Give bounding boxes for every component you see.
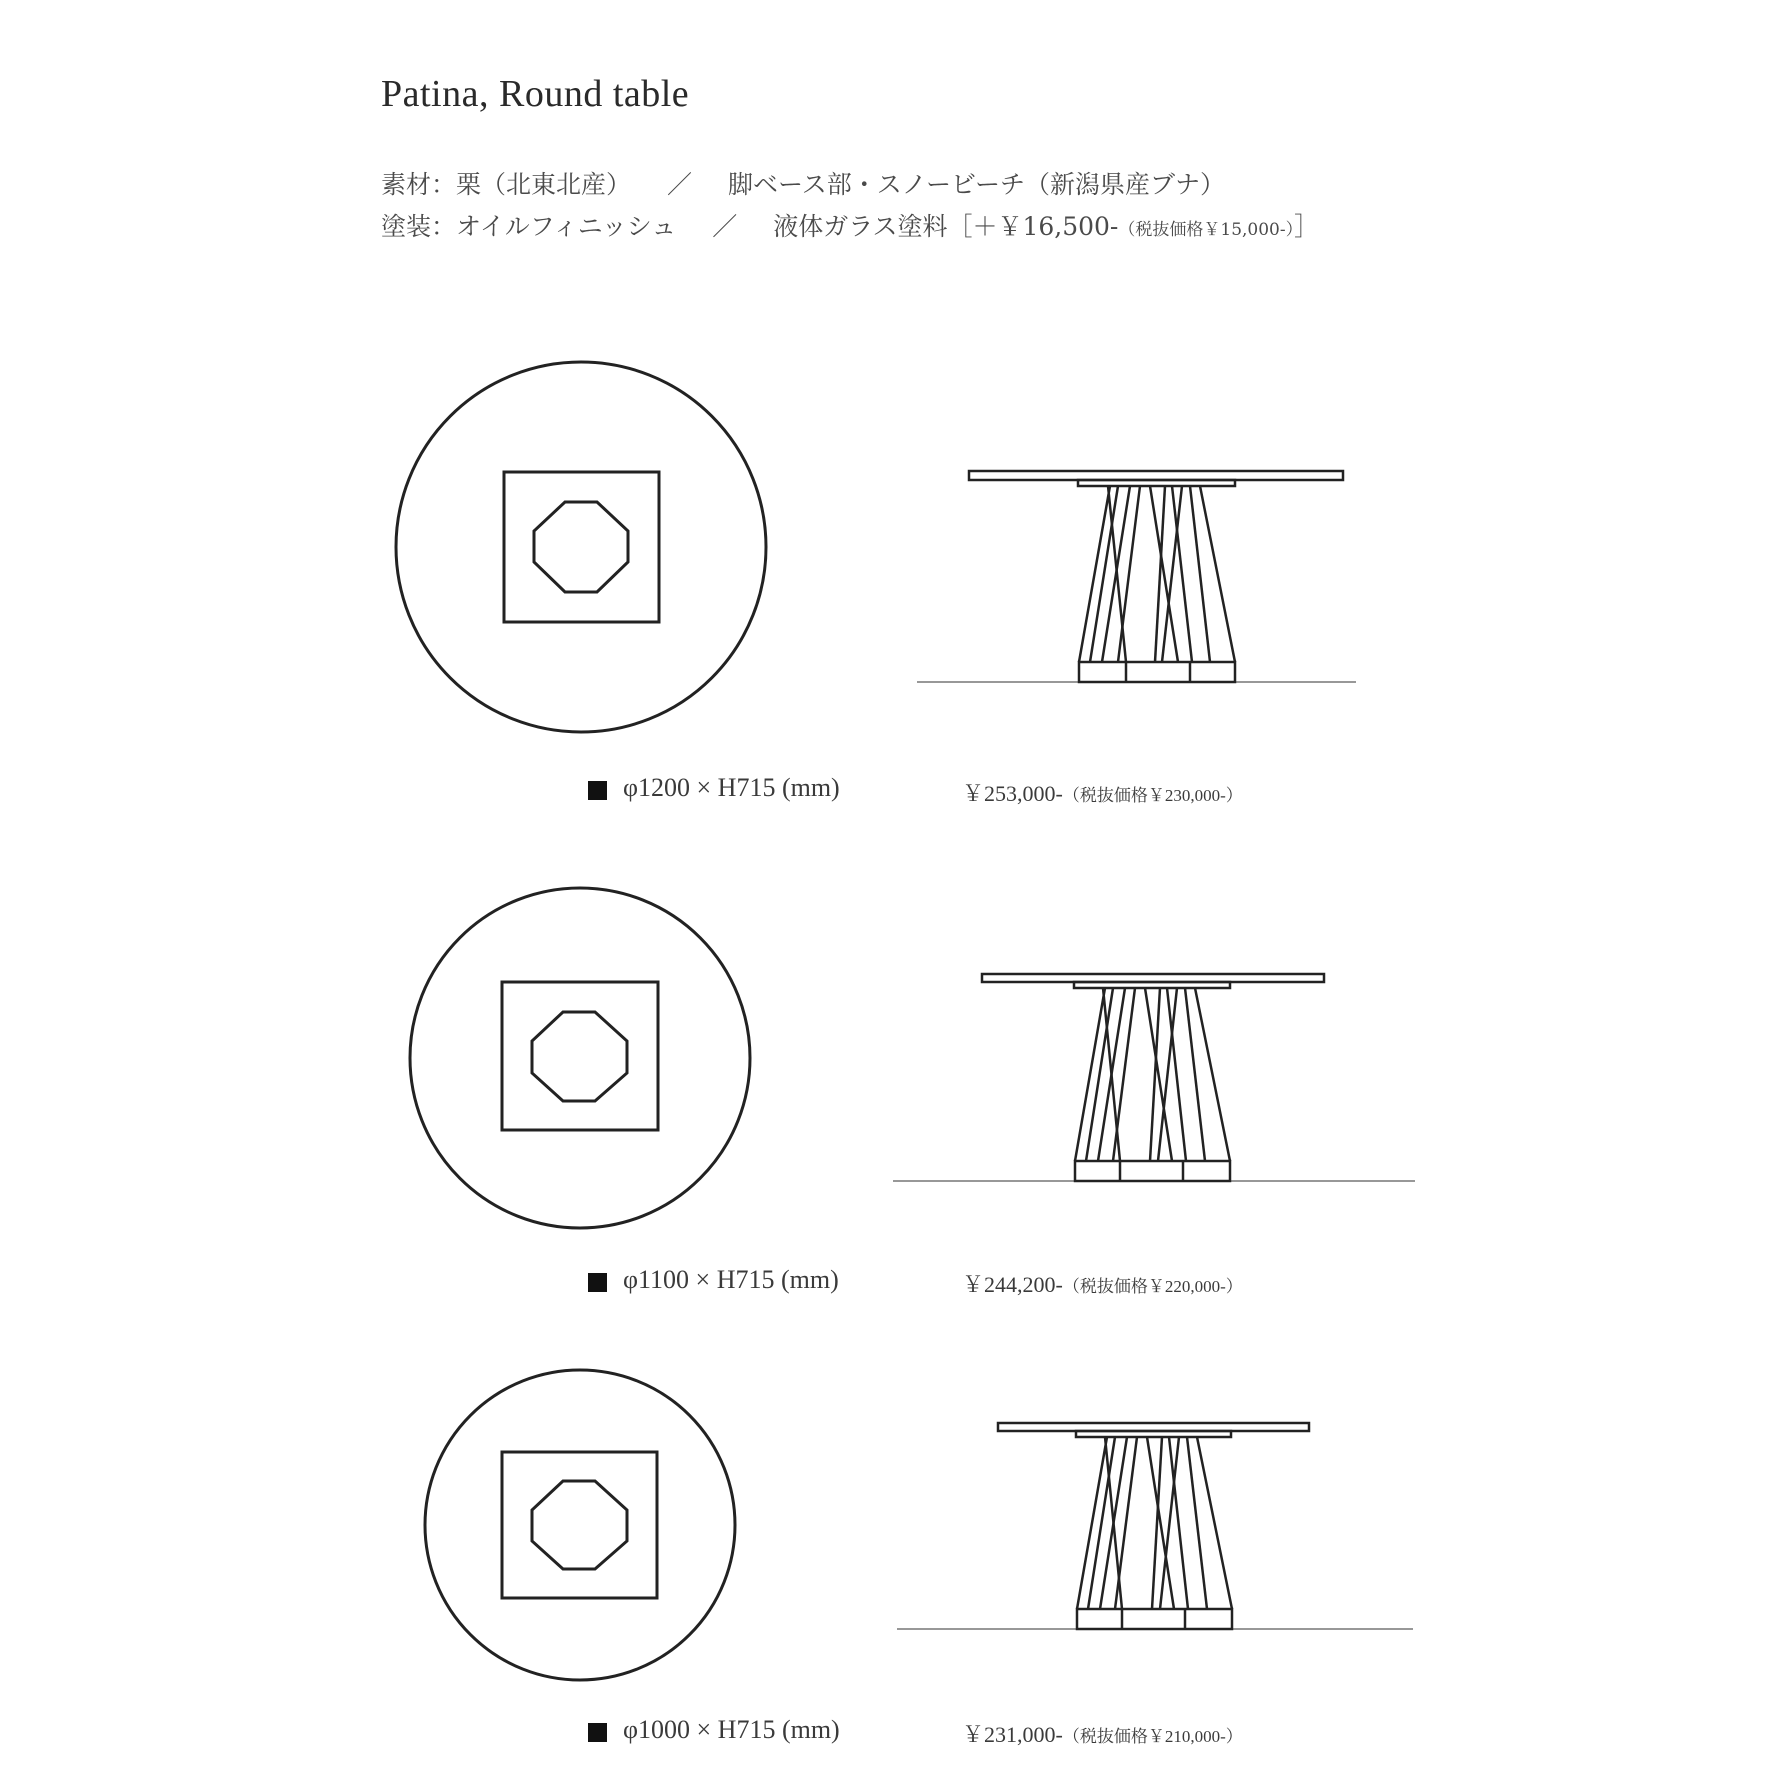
tabletop-edge [969, 471, 1343, 480]
tabletop-circle [425, 1370, 735, 1680]
leg-base [1075, 1161, 1230, 1181]
leg-base [1079, 662, 1235, 682]
price-value: ￥244,200- [962, 1272, 1063, 1297]
apron [1078, 480, 1235, 486]
price-value: ￥231,000- [962, 1722, 1063, 1747]
leg-base [1077, 1609, 1232, 1629]
size-label-1000: φ1000 × H715 (mm) [623, 1715, 840, 1744]
apron [1074, 982, 1230, 988]
apron [1076, 1431, 1231, 1437]
price-ex-tax: （税抜価格￥230,000-） [1062, 786, 1243, 805]
tabletop-circle [410, 888, 750, 1228]
material-base: 脚ベース部・スノービーチ（新潟県産ブナ） [727, 170, 1225, 199]
top-view-1000 [425, 1370, 735, 1680]
finish-option: 液体ガラス塗料［＋￥16,500- [773, 212, 1119, 241]
price-1100 [962, 1268, 1243, 1299]
side-view-1000 [897, 1423, 1413, 1629]
price-value: ￥253,000- [962, 781, 1063, 806]
separator: ／ [666, 170, 692, 199]
finish-option-end: ］ [1294, 212, 1320, 241]
price-ex-tax: （税抜価格￥210,000-） [1062, 1727, 1243, 1746]
size-label-1100: φ1100 × H715 (mm) [623, 1265, 839, 1294]
base-octagon [534, 502, 628, 592]
base-square [504, 472, 659, 622]
base-square [502, 1452, 657, 1598]
top-view-1200 [396, 362, 766, 732]
leg-struts [1079, 486, 1235, 662]
bullet-square [588, 781, 607, 800]
bullet-square [588, 1723, 607, 1742]
price-1000 [962, 1718, 1243, 1749]
side-view-1100 [893, 974, 1415, 1181]
leg-struts [1077, 1437, 1232, 1609]
size-label-1200: φ1200 × H715 (mm) [623, 773, 840, 802]
finish-option-tax: （税抜価格￥15,000-） [1118, 220, 1295, 240]
tabletop-circle [396, 362, 766, 732]
side-view-1200 [917, 471, 1356, 682]
base-square [502, 982, 658, 1130]
base-octagon [532, 1012, 627, 1101]
material-label: 素材：栗（北東北産） [381, 170, 632, 199]
separator: ／ [712, 212, 738, 241]
base-octagon [532, 1481, 627, 1569]
page-title: Patina, Round table [381, 73, 690, 115]
leg-struts [1075, 988, 1230, 1161]
top-view-1100 [410, 888, 750, 1228]
price-1200 [962, 777, 1243, 808]
bullet-square [588, 1273, 607, 1292]
finish-label: 塗装：オイルフィニッシュ [381, 212, 677, 241]
price-ex-tax: （税抜価格￥220,000-） [1062, 1277, 1243, 1296]
